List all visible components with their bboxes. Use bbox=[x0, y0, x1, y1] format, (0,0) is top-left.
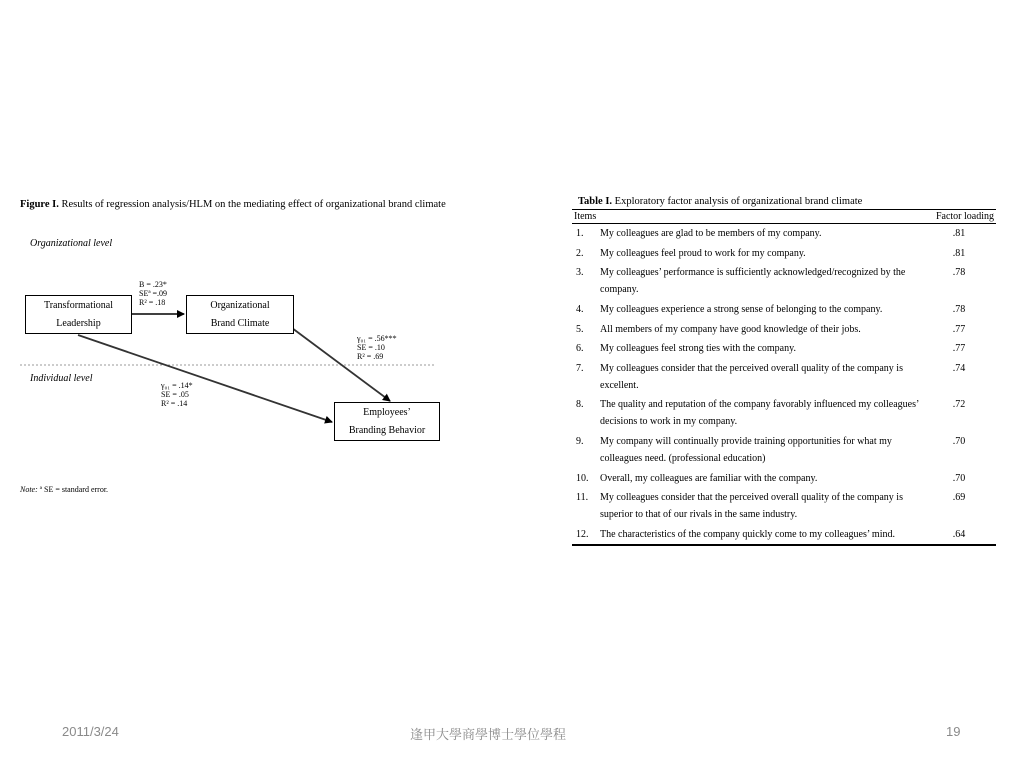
column-header-items: Items bbox=[572, 210, 922, 224]
item-text: My colleagues consider that the perceived overall quality of the company is superior to that of our rivals in the same industry. bbox=[600, 492, 903, 521]
table-row bbox=[572, 300, 996, 320]
box-transformational-leadership bbox=[25, 295, 132, 334]
stat-tl-obc: B = .23* SEª =.09 R² = .18 bbox=[139, 280, 168, 307]
footer-program-name: 逢甲大學商學博士學位學程 bbox=[410, 727, 567, 742]
item-number: 4. bbox=[576, 304, 584, 316]
item-number: 10. bbox=[576, 472, 589, 484]
item-text: My company will continually provide training opportunities for what my colleagues need. (professional education) bbox=[600, 436, 892, 465]
item-number: 2. bbox=[576, 247, 584, 259]
table-row bbox=[572, 263, 996, 300]
column-header-factor-loading: Factor loading bbox=[922, 210, 996, 224]
table-row bbox=[572, 432, 996, 469]
table-body bbox=[572, 224, 996, 546]
box-employees-branding-behavior bbox=[334, 402, 440, 441]
footer-date: 2011/3/24 bbox=[62, 724, 119, 739]
item-number: 6. bbox=[576, 343, 584, 355]
table-row bbox=[572, 359, 996, 396]
item-text: My colleagues feel strong ties with the company. bbox=[600, 343, 796, 355]
box-tl-line1: Transformational bbox=[43, 299, 114, 311]
item-number: 8. bbox=[576, 399, 584, 411]
box-ebb-line1: Employees’ bbox=[363, 406, 411, 418]
factor-loading-value: .70 bbox=[952, 472, 966, 484]
table-caption-label: Table I. bbox=[578, 196, 613, 207]
arrow-tl-to-ebb bbox=[78, 335, 332, 422]
factor-table bbox=[572, 209, 996, 546]
organizational-level-label: Organizational level bbox=[30, 238, 113, 249]
table-row bbox=[572, 319, 996, 339]
figure bbox=[20, 196, 460, 506]
item-text: My colleagues consider that the perceived overall quality of the company is excellent. bbox=[600, 362, 903, 391]
item-number: 9. bbox=[576, 436, 584, 448]
stat-tl-ebb: γ₀₁ = .14* SE = .05 R² = .14 bbox=[161, 381, 193, 408]
table-row bbox=[572, 488, 996, 525]
item-text: My colleagues are glad to be members of my company. bbox=[600, 228, 822, 240]
item-text: My colleagues experience a strong sense of belonging to the company. bbox=[600, 304, 883, 316]
figure-note-text: ª SE = standard error. bbox=[37, 485, 109, 494]
factor-loading-value: .64 bbox=[922, 525, 996, 546]
item-text: The quality and reputation of the company favorably influenced my colleagues’ decisions to work in my company. bbox=[600, 399, 919, 428]
table-row bbox=[572, 244, 996, 264]
factor-loading-value: .70 bbox=[952, 436, 966, 448]
table-header-row bbox=[572, 210, 996, 224]
item-text: Overall, my colleagues are familiar with the company. bbox=[600, 472, 818, 484]
factor-loading-value: .77 bbox=[952, 343, 966, 355]
item-text: My colleagues’ performance is sufficiently acknowledged/recognized by the company. bbox=[600, 267, 906, 296]
item-number: 12. bbox=[572, 525, 598, 546]
item-text: My colleagues feel proud to work for my company. bbox=[600, 247, 806, 259]
item-number: 11. bbox=[576, 492, 589, 504]
box-ebb-line2: Branding Behavior bbox=[348, 424, 426, 436]
factor-loading-value: .78 bbox=[952, 304, 966, 316]
factor-loading-value: .81 bbox=[952, 228, 966, 240]
box-organizational-brand-climate bbox=[186, 295, 294, 334]
factor-loading-value: .74 bbox=[952, 362, 966, 374]
individual-level-label: Individual level bbox=[30, 373, 93, 384]
figure-caption-label: Figure I. bbox=[20, 199, 59, 210]
box-obc-line1: Organizational bbox=[210, 299, 270, 311]
item-number: 1. bbox=[576, 228, 584, 240]
item-text: The characteristics of the company quickly come to my colleagues’ mind. bbox=[598, 525, 922, 546]
figure-note bbox=[20, 485, 108, 494]
table-caption-text: Exploratory factor analysis of organizational brand climate bbox=[612, 196, 863, 207]
item-number: 5. bbox=[576, 323, 584, 335]
item-text: All members of my company have good knowledge of their jobs. bbox=[600, 323, 861, 335]
table-row bbox=[572, 224, 996, 244]
factor-loading-value: .72 bbox=[952, 399, 966, 411]
box-tl-line2: Leadership bbox=[56, 317, 101, 329]
factor-loading-value: .77 bbox=[952, 323, 966, 335]
footer-page-number: 19 bbox=[946, 724, 961, 739]
figure-note-label: Note: bbox=[20, 485, 38, 494]
stat-obc-ebb: γ₀₁ = .56*** SE = .10 R² = .69 bbox=[357, 334, 397, 361]
table-block bbox=[572, 196, 998, 546]
factor-loading-value: .69 bbox=[952, 492, 966, 504]
table-row bbox=[572, 395, 996, 432]
table-row bbox=[572, 468, 996, 488]
item-number: 3. bbox=[576, 267, 584, 279]
figure-caption-text: Results of regression analysis/HLM on the mediating effect of organizational brand climate bbox=[58, 199, 446, 210]
item-number: 7. bbox=[576, 362, 584, 374]
factor-loading-value: .78 bbox=[952, 267, 966, 279]
table-row bbox=[572, 339, 996, 359]
factor-loading-value: .81 bbox=[952, 247, 966, 259]
table-caption bbox=[572, 196, 998, 207]
box-obc-line2: Brand Climate bbox=[210, 317, 270, 329]
table-row bbox=[572, 525, 996, 546]
